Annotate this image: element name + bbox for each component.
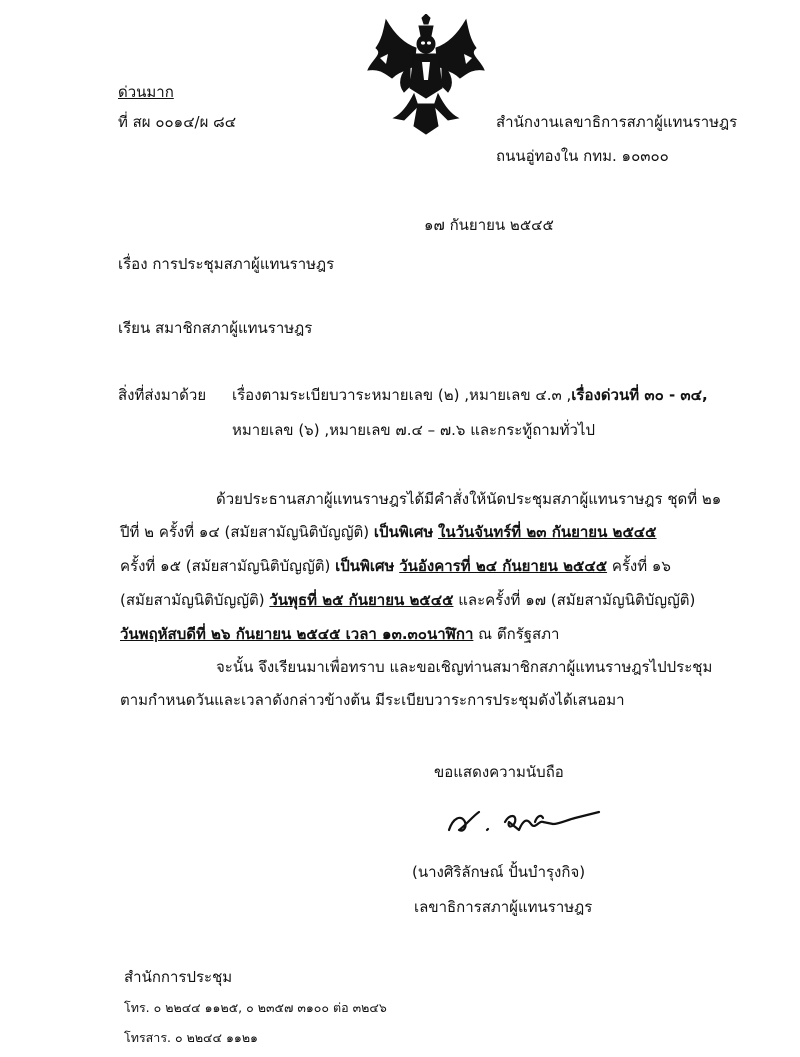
session-16-date: วันพุธที่ ๒๕ กันยายน ๒๕๔๕ [269,591,454,609]
office-name: สำนักงานเลขาธิการสภาผู้แทนราษฎร [496,113,738,131]
letter-date: ๑๗ กันยายน ๒๕๔๕ [424,216,554,234]
session-16-type: (สมัยสามัญนิติบัญญัติ) [120,591,270,609]
session-14-date: ในวันจันทร์ที่ ๒๓ กันยายน ๒๕๔๕ [438,523,657,541]
meeting-venue: ณ ตึกรัฐสภา [473,625,560,643]
recipient-text: สมาชิกสภาผู้แทนราษฎร [155,319,313,337]
session-15-date: วันอังคารที่ ๒๔ กันยายน ๒๕๔๕ [399,557,608,575]
special-session-label: เป็นพิเศษ [373,523,434,541]
subject-text: การประชุมสภาผู้แทนราษฎร [152,255,335,273]
recipient-label: เรียน [118,319,151,337]
handwritten-signature [443,800,603,840]
body-paragraph-1-line-4 [120,590,695,610]
recipient-line [118,318,312,338]
session-17-text: และครั้งที่ ๑๗ (สมัยสามัญนิติบัญญัติ) [453,591,696,609]
garuda-emblem-icon [364,14,488,136]
subject-line [118,254,334,274]
urgency-label: ด่วนมาก [118,83,174,101]
reference-number: ที่ สผ ๐๐๑๔/ผ ๘๔ [118,113,237,131]
enclosures-line-2: หมายเลข (๖) ,หมายเลข ๗.๔ – ๗.๖ และกระทู้ถามทั่วไป [232,421,595,439]
enclosures-agenda-items: เรื่องตามระเบียบวาระหมายเลข (๒) ,หมายเลข ๔.๓ , [232,386,572,404]
footer-fax: โทรสาร. ๐ ๒๒๔๔ ๑๑๒๑ [124,1030,258,1045]
session-16-text: ครั้งที่ ๑๖ [607,557,671,575]
body-paragraph-1-line-2 [120,522,657,542]
subject-label: เรื่อง [118,255,148,273]
body-paragraph-2-line-1: จะนั้น จึงเรียนมาเพื่อทราบ และขอเชิญท่านสมาชิกสภาผู้แทนราษฎรไปประชุม [216,658,713,676]
enclosures-line-1 [232,385,708,405]
footer-phone: โทร. ๐ ๒๒๔๔ ๑๑๒๕, ๐ ๒๓๕๗ ๓๑๐๐ ต่อ ๓๒๔๖ [124,1000,387,1015]
session-17-date-time: วันพฤหัสบดีที่ ๒๖ กันยายน ๒๕๔๕ เวลา ๑๓.๓๐นาฬิกา [120,625,474,643]
session-15-text: ครั้งที่ ๑๕ (สมัยสามัญนิติบัญญัติ) [120,557,336,575]
body-paragraph-1-line-3 [120,556,671,576]
signer-name: (นางศิริลักษณ์ ปั้นบำรุงกิจ) [412,863,586,881]
signer-title: เลขาธิการสภาผู้แทนราษฎร [414,898,593,916]
body-paragraph-2-line-2: ตามกำหนดวันและเวลาดังกล่าวข้างต้น มีระเบียบวาระการประชุมดังได้เสนอมา [120,691,625,709]
body-paragraph-1-line-5 [120,624,559,644]
footer-department: สำนักการประชุม [124,968,233,986]
body-paragraph-1-line-1: ด้วยประธานสภาผู้แทนราษฎรได้มีคำสั่งให้นัดประชุมสภาผู้แทนราษฎร ชุดที่ ๒๑ [216,490,722,508]
enclosures-label: สิ่งที่ส่งมาด้วย [118,386,207,404]
closing-salutation: ขอแสดงความนับถือ [434,763,564,781]
session-14-text: ปีที่ ๒ ครั้งที่ ๑๔ (สมัยสามัญนิติบัญญัติ) [120,523,374,541]
office-address: ถนนอู่ทองใน กทม. ๑๐๓๐๐ [496,147,669,165]
special-session-label: เป็นพิเศษ [335,557,395,575]
enclosures-urgent-items: เรื่องด่วนที่ ๓๐ - ๓๔, [571,386,708,404]
